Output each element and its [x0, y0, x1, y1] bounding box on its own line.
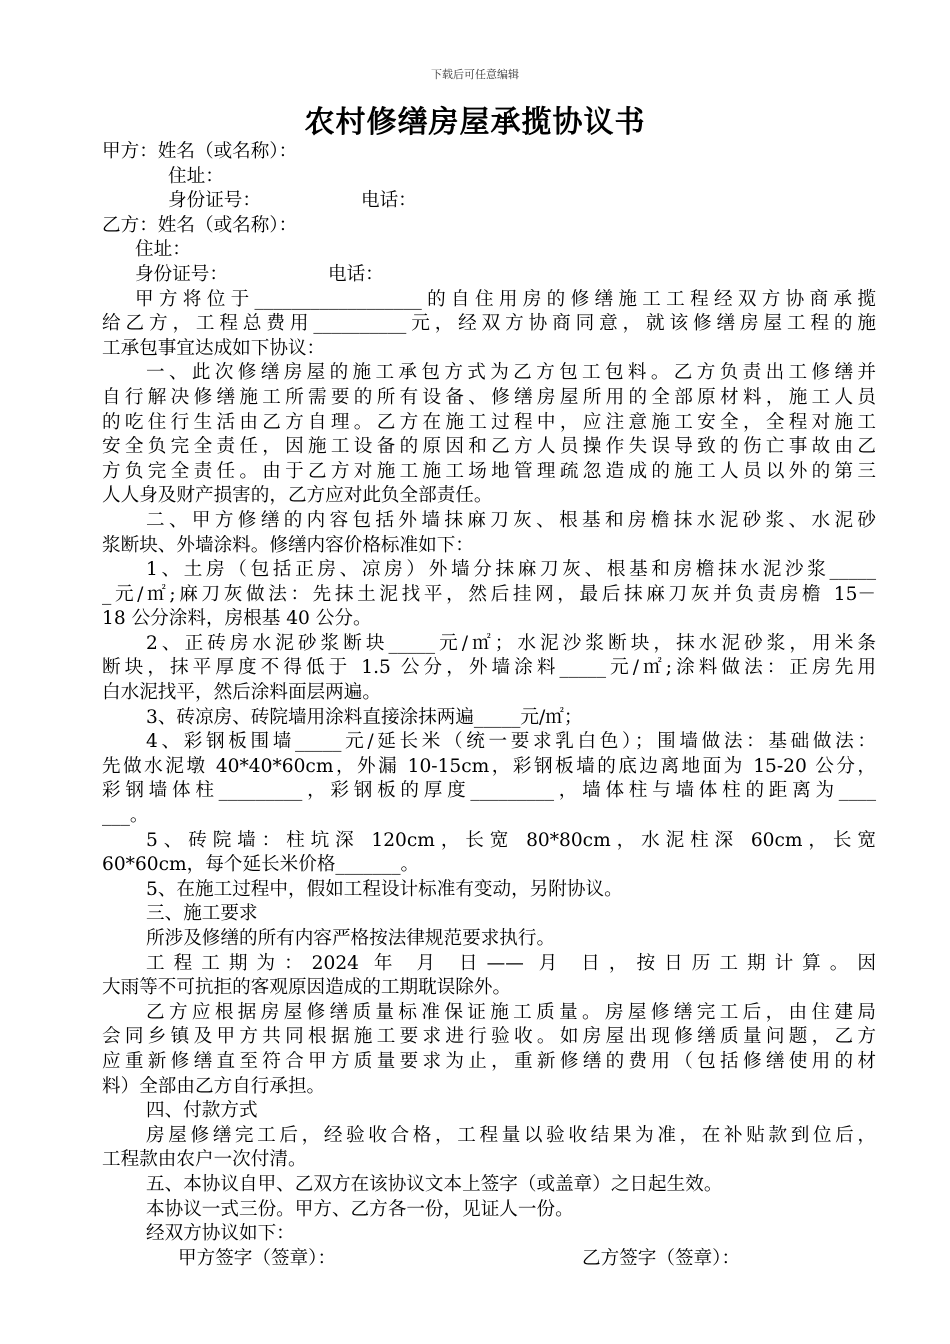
party-b-id: 身份证号： [135, 263, 228, 285]
body-line: 所涉及修缮的所有内容严格按法律规范要求执行。 [146, 928, 556, 949]
body-line: 甲方将位于__________________的自住用房的修缮施工工程经双方协商承揽 [135, 288, 876, 310]
body-line: 二、甲方修缮的内容包括外墙抹麻刀灰、根基和房檐抹水泥砂浆、水泥砂 [146, 509, 876, 531]
document-title: 农村修缮房屋承揽协议书 [304, 105, 646, 140]
section-heading: 三、施工要求 [146, 903, 258, 925]
body-line: 4、彩钢板围墙_____元/延长米（统一要求乳白色）；围墙做法：基础做法： [146, 731, 876, 753]
body-line: 5、砖院墙：柱坑深 120cm，长宽 80*80cm，水泥柱深 60cm，长宽 [146, 829, 876, 851]
body-line: 大雨等不可抗拒的客观原因造成的工期耽误除外。 [102, 977, 512, 999]
party-b-address: 住址： [135, 239, 191, 261]
body-line: 彩钢墙体柱_________，彩钢板的厚度_________，墙体柱与墙体柱的距离为____ [102, 780, 876, 802]
party-b-name: 乙方：姓名（或名称）： [102, 214, 298, 236]
body-line: 先做水泥墩 40*40*60cm，外漏 10-15cm，彩钢板墙的底边离地面为 15-20 公分， [102, 755, 876, 777]
body-line: 浆断块、外墙涂料。修缮内容价格标准如下： [102, 534, 474, 556]
body-line: 人人身及财产损害的，乙方应对此负全部责任。 [102, 485, 493, 507]
party-b-signature-label: 乙方签字（签章）： [582, 1247, 741, 1269]
body-line: 的吃住行生活由乙方自理。乙方在施工过程中，应注意施工安全，全程对施工 [102, 411, 876, 433]
body-line: 房屋修缮完工后，经验收合格，工程量以验收结果为准，在补贴款到位后， [146, 1124, 876, 1146]
body-line: 白水泥找平，然后涂料面层两遍。 [102, 682, 381, 704]
body-line: 乙方应根据房屋修缮质量标准保证施工质量。房屋修缮完工后，由住建局 [146, 1001, 876, 1023]
body-line: ___。 [102, 805, 149, 827]
party-a-phone: 电话： [360, 190, 417, 212]
body-line: 工程款由农户一次付清。 [102, 1149, 307, 1171]
body-line: 60*60cm，每个延长米价格_______。 [102, 854, 420, 876]
body-line: 一、此次修缮房屋的施工承包方式为乙方包工包料。乙方负责出工修缮并 [146, 362, 876, 384]
body-line: 工程工期为：2024 年 月 日—— 月 日，按日历工期计算。因 [146, 952, 876, 974]
party-b-id-phone [102, 263, 876, 288]
body-line: 2、正砖房水泥砂浆断块_____元/㎡；水泥沙浆断块，抹水泥砂浆，用米条 [146, 632, 876, 654]
body-line: 料）全部由乙方自行承担。 [102, 1075, 326, 1097]
body-line: 经双方协议如下： [146, 1223, 295, 1245]
body-line: 五、本协议自甲、乙双方在该协议文本上签字（或盖章）之日起生效。 [146, 1173, 723, 1195]
section-heading: 四、付款方式 [146, 1100, 258, 1122]
body-line: 18 公分涂料，房根基 40 公分。 [102, 608, 372, 630]
document-body [102, 140, 876, 1271]
body-line: 安全负完全责任，因施工设备的原因和乙方人员操作失误导致的伤亡事故由乙 [102, 436, 876, 458]
party-a-signature-label: 甲方签字（签章）： [178, 1247, 337, 1269]
party-a-address: 住址： [168, 165, 224, 187]
party-a-name: 甲方：姓名（或名称）： [102, 141, 298, 162]
body-line: 应重新修缮直至符合甲方质量要求为止，重新修缮的费用（包括修缮使用的材 [102, 1050, 876, 1072]
header-note: 下载后可任意编辑 [431, 68, 519, 81]
party-b-phone: 电话： [327, 263, 384, 285]
party-a-id: 身份证号： [168, 190, 261, 212]
body-line: 工承包事宜达成如下协议： [102, 337, 326, 359]
body-line: 3、砖凉房、砖院墙用涂料直接涂抹两遍_____元/㎡； [146, 706, 583, 728]
body-line: 1、土房（包括正房、凉房）外墙分抹麻刀灰、根基和房檐抹水泥沙浆_____ [146, 559, 876, 581]
body-line: 方负完全责任。由于乙方对施工施工场地管理疏忽造成的施工人员以外的第三 [102, 460, 876, 482]
body-line: 自行解决修缮施工所需要的所有设备、修缮房屋所用的全部原材料，施工人员 [102, 386, 876, 408]
body-line: 5、在施工过程中，假如工程设计标准有变动，另附协议。 [146, 878, 623, 900]
body-line: 断块，抹平厚度不得低于 1.5 公分，外墙涂料_____元/㎡;涂料做法：正房先用 [102, 657, 876, 679]
body-line: 本协议一式三份。甲方、乙方各一份，见证人一份。 [146, 1198, 574, 1220]
body-line: 会同乡镇及甲方共同根据施工要求进行验收。如房屋出现修缮质量问题，乙方 [102, 1026, 876, 1048]
body-line: 给乙方，工程总费用__________元，经双方协商同意，就该修缮房屋工程的施 [102, 313, 876, 335]
body-line: _元/㎡;麻刀灰做法：先抹土泥找平，然后挂网，最后抹麻刀灰并负责房檐 15－ [102, 583, 876, 605]
signature-row [102, 1247, 876, 1272]
party-a-id-phone [102, 189, 876, 214]
